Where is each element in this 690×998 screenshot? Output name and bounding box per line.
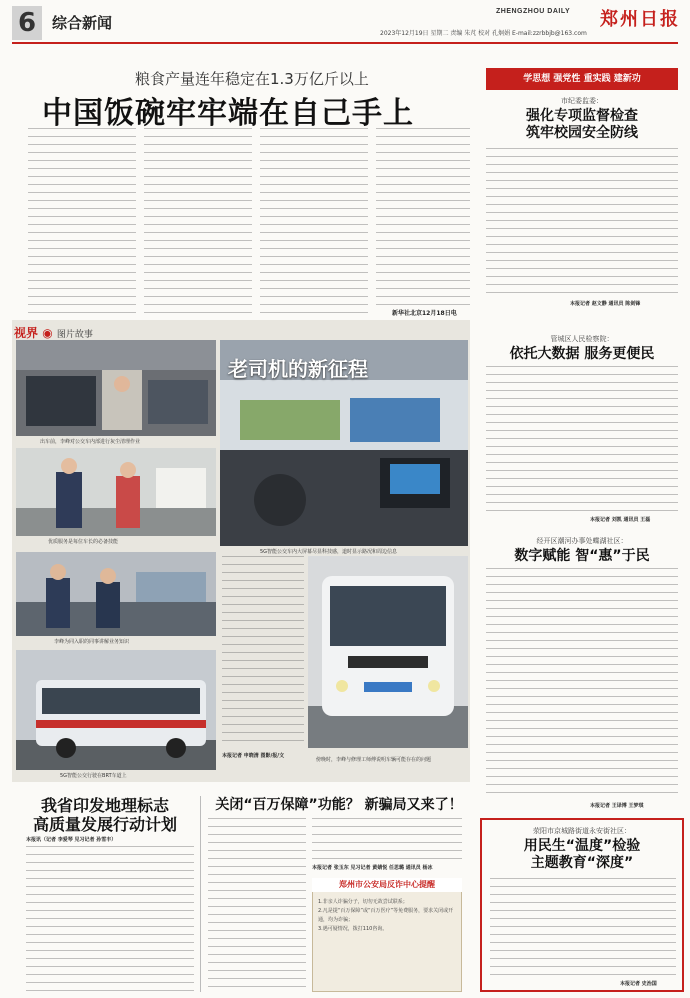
picture-feature-title: 老司机的新征程 (228, 357, 368, 381)
caption-1: 出车前，李峰对公交车内部进行灰尘清理作业 (40, 439, 141, 445)
picture-banner-tag: 图片故事 (56, 330, 93, 340)
lead-text-col-3 (260, 128, 368, 314)
story3-title: 数字赋能 智“惠”于民 (514, 548, 650, 564)
lead-text-col-2 (144, 128, 252, 314)
story4-text (490, 878, 676, 978)
photo-bus-front (308, 556, 468, 748)
caption-2: 5G智能公交车内大屏幕尽显科技感，道时显示路况和周边信息 (260, 549, 398, 555)
story2-title: 依托大数据 服务更便民 (509, 346, 655, 362)
scam-warning-text-2 (312, 818, 462, 862)
caption-4: 李峰为同入职的同事讲解业务知识 (54, 639, 130, 645)
lead-subhead: 粮食产量连年稳定在1.3万亿斤以上 (135, 70, 369, 88)
geo-indication-title: 我省印发地理标志 高质量发展行动计划 (32, 796, 177, 834)
caption-6: 傍晚时，李峰与修理工师傅说明车辆可能存在的问题 (316, 757, 432, 763)
lead-text-col-4 (376, 128, 470, 306)
masthead-rule (12, 42, 678, 44)
notice-item: 3.遇可疑情况，拨打110咨询。 (318, 926, 388, 932)
photo-bus-interior (16, 340, 216, 436)
notice-item: 2.凡是提“百万保障”或“百万医疗”等免费服务，要求关闭或开通，均为诈骗； (318, 908, 454, 923)
photo-brt-bus-art (16, 650, 216, 770)
story4-kicker: 荥阳市京城路街道永安街社区： (533, 827, 631, 835)
scam-warning-title: 关闭“百万保障”功能？ 新骗局又来了！ (215, 797, 463, 813)
photo-brt-bus (16, 650, 216, 770)
theme-banner: 学思想 强党性 重实践 建新功 (486, 68, 678, 90)
photo-bus-interior-art (16, 340, 216, 436)
story3-byline: 本报记者 王译博 王梦琪 (590, 803, 644, 809)
photo-service-art (16, 448, 216, 536)
picture-banner (14, 324, 93, 341)
photo-service (16, 448, 216, 536)
picture-byline: 本报记者 申晓清 图影/报/文 (222, 753, 285, 759)
anti-fraud-notice-list (318, 898, 458, 934)
story4-title: 用民生“温度”检验 主题教育“深度” (523, 838, 641, 871)
photo-training-art (16, 552, 216, 636)
anti-fraud-notice-title: 郑州市公安局反诈中心提醒 (312, 878, 462, 892)
caption-3: 优质服务是每位车长的必备技能 (48, 539, 119, 545)
story1-text (486, 148, 678, 298)
camera-icon: ◉ (42, 326, 53, 340)
story4-byline: 本报记者 史治国 (620, 981, 657, 987)
lead-text-col-1 (28, 128, 136, 314)
photo-training (16, 552, 216, 636)
date-line: 2023年12月19日 星期二 责编 朱芃 校对 孔炯娟 E-mail:zzrbbjb@163.com (380, 30, 587, 37)
caption-5: 5G智能公交行驶在BRT车道上 (60, 773, 127, 779)
picture-text (222, 556, 304, 746)
story3-kicker: 经开区潮河办事处蝶湖社区： (536, 537, 628, 545)
paper-logo: 郑州日报 (600, 9, 680, 30)
lead-byline: 新华社北京12月18日电 (392, 310, 457, 317)
scam-warning-text-1 (208, 818, 306, 992)
story2-kicker: 管城区人民检察院： (550, 335, 614, 343)
story1-byline: 本报记者 赵文静 通讯员 陈剑锋 (570, 301, 641, 307)
story1-kicker: 市纪委监委： (561, 97, 603, 105)
geo-indication-byline: 本报讯（记者 李爱琴 见习记者 孙雪丰） (26, 837, 117, 843)
story3-text (486, 568, 678, 800)
scam-warning-byline: 本报记者 张玉东 见习记者 黄婧悦 任思璐 通讯员 杨冰 (312, 865, 433, 871)
picture-banner-label: 视界 (14, 326, 39, 340)
page-number: 6 (12, 6, 42, 40)
column-divider (200, 796, 201, 992)
story1-title: 强化专项监督检查 筑牢校园安全防线 (526, 108, 638, 141)
story2-text (486, 366, 678, 514)
photo-bus-front-art (308, 556, 468, 748)
notice-item: 1.非亲人诈骗分子，切勿无故尝试联系； (318, 899, 408, 905)
geo-indication-text (26, 846, 194, 992)
story2-byline: 本报记者 刘凯 通讯员 王磊 (590, 517, 651, 523)
section-name: 综合新闻 (52, 14, 113, 32)
paper-name-en: ZHENGZHOU DAILY (496, 8, 571, 15)
lead-headline: 中国饭碗牢牢端在自己手上 (42, 96, 414, 131)
